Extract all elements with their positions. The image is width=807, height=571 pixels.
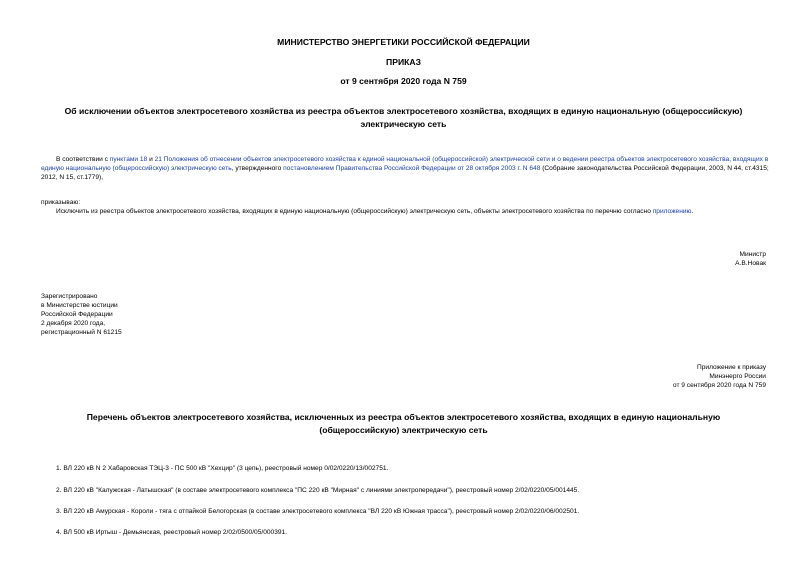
appendix-line: от 9 сентября 2020 года N 759: [672, 382, 766, 389]
signature-block: [735, 250, 766, 268]
document-title: [0, 106, 807, 129]
preamble-text: (Собрание законодательства Российской Федерации, 2003, N 44, ст.4315; 2012, N 15, ст.1779),: [41, 165, 769, 181]
doc-type-heading: ПРИКАЗ: [386, 57, 421, 67]
date-number: от 9 сентября 2020 года N 759: [340, 76, 467, 86]
preamble-text: и: [147, 156, 155, 163]
list-title-line2: (общероссийскую) электрическую сеть: [319, 425, 488, 435]
order-paragraph: [56, 207, 693, 216]
link-appendix[interactable]: приложению: [652, 208, 692, 215]
document-title-line1: Об исключении объектов электросетевого хозяйства из реестра объектов электросетевого хозяйства, входящих в единую национальную (общероссийскую): [64, 106, 743, 116]
list-title: [0, 412, 807, 435]
preamble-text: В соответствии с: [56, 156, 110, 163]
list-title-line1: Перечень объектов электросетевого хозяйства, исключенных из реестра объектов электросетевого хозяйства, входящих в единую национальную: [86, 412, 721, 422]
registration-line: регистрационный N 61215: [41, 329, 122, 336]
list-item: 3. ВЛ 220 кВ Амурская - Короли - тяга с отпайкой Белогорская (в составе электросетевого комплекса "ВЛ 220 кВ Южная трасса"), реестровый номер 2/02/0220/06/002501.: [56, 508, 580, 515]
prikazyvayu: приказываю:: [41, 199, 81, 206]
appendix-line: Приложение к приказу: [696, 364, 766, 371]
list-item: 2. ВЛ 220 кВ "Калужская - Латышская" (в составе электросетевого комплекса "ПС 220 кВ "Мирная" с линиями электропередачи"), реестровый номер 2/02/0220/05/001445.: [56, 487, 580, 494]
registration-line: Российской Федерации: [41, 311, 113, 318]
appendix-reference: [673, 363, 766, 390]
preamble-paragraph: [41, 155, 771, 182]
document-title-line2: электрическую сеть: [360, 119, 447, 129]
link-government-decree[interactable]: постановлением Правительства Российской Федерации от 28 октября 2003 г. N 648: [283, 165, 541, 172]
list-item: 4. ВЛ 500 кВ Иртыш - Демьянская, реестровый номер 2/02/0500/05/000391.: [56, 529, 288, 536]
signature-name: А.В.Новак: [735, 260, 766, 267]
registration-line: 2 декабря 2020 года,: [41, 320, 106, 327]
registration-line: Зарегистрировано: [41, 293, 98, 300]
list-item: 1. ВЛ 220 кВ N 2 Хабаровская ТЭЦ-3 - ПС 500 кВ "Хехцир" (3 цепь), реестровый номер 0/02/0220/13/002751.: [56, 465, 389, 472]
order-text: Исключить из реестра объектов электросетевого хозяйства, входящих в единую национальную (общероссийскую) электрическую сеть, объекты электросетевого хозяйства по перечню согласно: [56, 208, 653, 215]
order-text: .: [691, 208, 694, 215]
link-punkt-21-regulation[interactable]: 21 Положения об отнесении объектов электросетевого хозяйства к единой национальной (общероссийской) электрической сети и о ведении реестра объектов электросетевого хозяйства, входящих в единую национальную (общероссийскую) электрическую сеть: [41, 156, 769, 172]
preamble-text: , утвержденного: [231, 165, 284, 172]
registration-line: в Министерстве юстиции: [41, 302, 118, 309]
signature-position: Министр: [739, 251, 766, 258]
registration-block: [41, 292, 122, 337]
ministry-heading: МИНИСТЕРСТВО ЭНЕРГЕТИКИ РОССИЙСКОЙ ФЕДЕРАЦИИ: [277, 37, 530, 47]
appendix-line: Минэнерго России: [709, 373, 766, 380]
link-punkt-18[interactable]: пунктами 18: [109, 156, 148, 163]
